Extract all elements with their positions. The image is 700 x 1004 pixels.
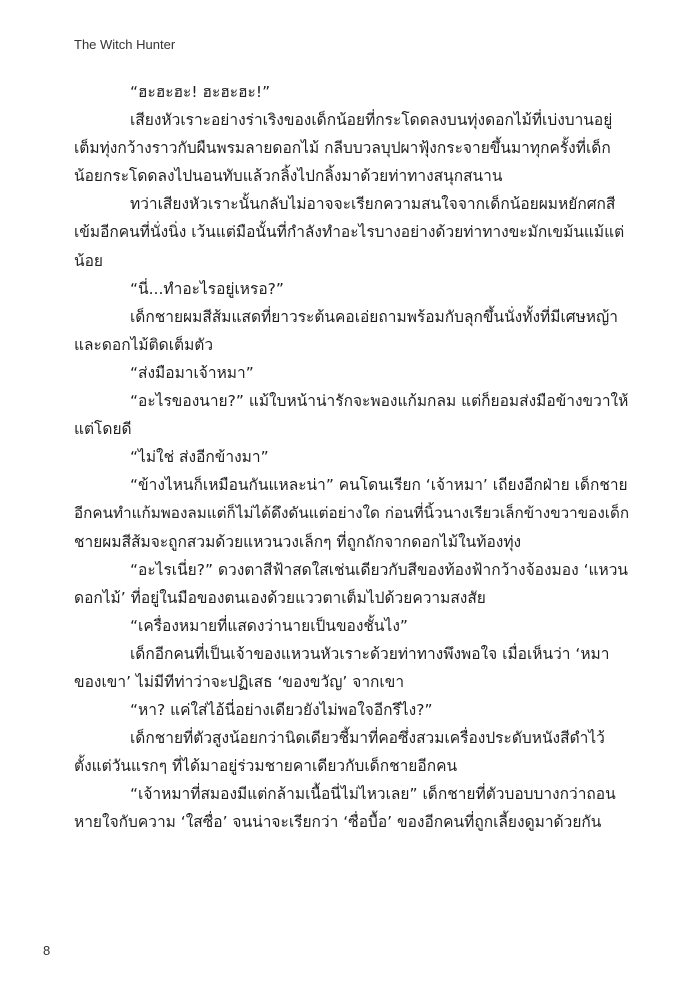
- text-line: น้อยกระโดดลงไปนอนทับแล้วกลิ้งไปกลิ้งมาด้วยท่าทางสนุกสนาน: [74, 167, 503, 186]
- text-line: “อะไรของนาย?” แม้ใบหน้าน่ารักจะพองแก้มกลม แต่ก็ยอมส่งมือข้างขวาให้: [130, 392, 629, 411]
- text-line: และดอกไม้ติดเต็มตัว: [74, 335, 214, 354]
- text-line: อีกคนทำแก้มพองลมแต่ก็ไม่ได้ดึงดันแต่อย่างใด ก่อนที่นิ้วนางเรียวเล็กข้างขวาของเด็ก: [74, 504, 630, 523]
- running-header: The Witch Hunter: [74, 37, 176, 52]
- text-line: “ไม่ใช่ ส่งอีกข้างมา”: [130, 448, 269, 467]
- text-line: “นี่...ทำอะไรอยู่เหรอ?”: [130, 279, 284, 298]
- text-line: เต็มทุ่งกว้างราวกับผืนพรมลายดอกไม้ กลีบบวลบุปผาฟุ้งกระจายขึ้นมาทุกครั้งที่เด็ก: [74, 139, 611, 158]
- page-number: 8: [43, 943, 51, 958]
- text-line: “เจ้าหมาที่สมองมีแต่กล้ามเนื้อนี่ไม่ไหวเลย” เด็กชายที่ตัวบอบบางกว่าถอน: [130, 785, 616, 804]
- text-line: ตั้งแต่วันแรกๆ ที่ได้มาอยู่ร่วมชายคาเดียวกับเด็กชายอีกคน: [74, 757, 458, 776]
- text-line: ทว่าเสียงหัวเราะนั้นกลับไม่อาจจะเรียกความสนใจจากเด็กน้อยผมหยักศกสี: [130, 195, 616, 214]
- text-line: “ส่งมือมาเจ้าหมา”: [130, 363, 254, 382]
- text-line: เด็กอีกคนที่เป็นเจ้าของแหวนหัวเราะด้วยท่าทางพึงพอใจ เมื่อเห็นว่า ‘หมา: [130, 644, 610, 663]
- text-line: เข้มอีกคนที่นั่งนิ่ง เว้นแต่มือนั้นที่กำลังทำอะไรบางอย่างด้วยท่าทางขะมักเขม้นแม้แต่: [74, 223, 625, 242]
- text-line: แต่โดยดี: [74, 420, 132, 439]
- text-line: “ข้างไหนก็เหมือนกันแหละน่า” คนโดนเรียก ‘เจ้าหมา’ เถียงอีกฝ่าย เด็กชาย: [130, 476, 628, 495]
- text-line: น้อย: [74, 251, 103, 270]
- text-line: ของเขา’ ไม่มีทีท่าว่าจะปฏิเสธ ‘ของขวัญ’ จากเขา: [74, 672, 405, 691]
- text-line: ดอกไม้’ ที่อยู่ในมือของตนเองด้วยแววตาเต็มไปด้วยความสงสัย: [74, 588, 486, 607]
- text-line: ชายผมสีส้มจะถูกสวมด้วยแหวนวงเล็กๆ ที่ถูกถักจากดอกไม้ในท้องทุ่ง: [74, 532, 522, 551]
- text-line: หายใจกับความ ‘ใสซื่อ’ จนน่าจะเรียกว่า ‘ซื่อบื้อ’ ของอีกคนที่ถูกเลี้ยงดูมาด้วยกัน: [74, 813, 602, 832]
- text-line: เสียงหัวเราะอย่างร่าเริงของเด็กน้อยที่กระโดดลงบนทุ่งดอกไม้ที่เบ่งบานอยู่: [130, 111, 613, 130]
- text-line: “อะไรเนี่ย?” ดวงตาสีฟ้าสดใสเช่นเดียวกับสีของท้องฟ้ากว้างจ้องมอง ‘แหวน: [130, 560, 629, 579]
- text-line: “หา? แค่ใส่ไอ้นี่อย่างเดียวยังไม่พอใจอีกรึไง?”: [130, 701, 433, 720]
- text-line: เด็กชายผมสีส้มแสดที่ยาวระต้นคอเอ่ยถามพร้อมกับลุกขึ้นนั่งทั้งที่มีเศษหญ้า: [130, 307, 618, 326]
- body-text: [74, 78, 634, 837]
- text-line: เด็กชายที่ตัวสูงน้อยกว่านิดเดียวชี้มาที่คอซึ่งสวมเครื่องประดับหนังสีดำไว้: [130, 729, 605, 748]
- text-line: “ฮะฮะฮะ! ฮะฮะฮะ!”: [130, 83, 271, 101]
- text-line: “เครื่องหมายที่แสดงว่านายเป็นของชั้นไง”: [130, 616, 408, 635]
